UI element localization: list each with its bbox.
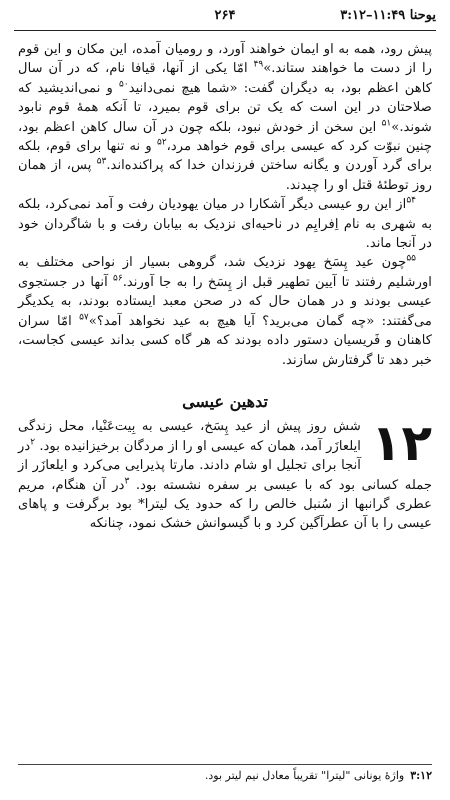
para1-rest4: و نه تنها برای قوم، بلکه برای گرد آوردن و یگانه ساختن فرزندان خدا که پراکنده‌اند. (18, 139, 432, 174)
paragraph-3 (18, 253, 432, 369)
para1-rest5: پس، از همان روز توطئهٔ قتل او را چیدند. (18, 158, 432, 193)
para1-rest3: این سخن از خودش نبود، بلکه چون در آن سال کاهن اعظم بود، چنین نبوّت کرد که عیسی برای قوم خواهد مرد، (18, 119, 432, 155)
verse-3-text: در آن هنگام، مریم عطری گرانبها از سُنبل خالص را که حدود یک لیترا* بود برگرفت و پاهای عیسی را با آن عطرآگین کرد و با گیسوانش خشک نمود، چنانکه (18, 477, 432, 532)
footnote-rule (18, 764, 432, 765)
paragraph-1 (18, 40, 432, 195)
chapter-number: ۱۲ (370, 414, 432, 473)
verse-55: ۵۵ (406, 254, 416, 265)
page-body (18, 40, 432, 534)
verse-1-text: شش روز پیش از عید پِسَخ، عیسی به بِیت‌عَنْیا، محل زندگی ایلعازَر آمد، همان که عیسی او را از مردگان برخیزانیده بود. (18, 419, 361, 454)
para3-text: چون عید پِسَخ یهود نزدیک شد، گروهی بسیار از نواحی مختلف به اورشلیم رفتند تا آیین تطهیر قبل از پِسَخ را به جا آورند. (18, 255, 432, 290)
para1-line1: پیش رود، همه به او ایمان خواهند آورد، و رومیان آمده، این (109, 42, 432, 57)
verse-3: ۳ (124, 476, 130, 487)
para3-rest: آنها در جستجوی عیسی بودند و در همان حال که در صحن معبد ایستاده بودند، به یکدیگر می‌گفتند: «چه گمان می‌برید؟ آیا هیچ به عید نخواهد آمد؟» (18, 274, 432, 329)
page-header (14, 0, 436, 30)
verse-52: ۵۲ (157, 137, 167, 148)
para2-text: از این رو عیسی دیگر آشکارا در میان یهودیان رفت و آمد نمی‌کرد، بلکه به شهری به نام اِفرایِم در ناحیه‌ای نزدیک به بیابان رفت و با شاگردان خود در آنجا ماند. (18, 197, 432, 252)
page-number: ۲۶۴ (214, 7, 236, 23)
verse-2-text: در آنجا برای تجلیل او شام دادند. مارتا پذیرایی می‌کرد و ایلعازَر از جمله کسانی بود که با عیسی بر سفره نشسته بود. (18, 438, 433, 493)
chapter-12 (18, 414, 433, 533)
para1-rest: امّا یکی از آنها، قیافا نام، که در آن سال کاهن اعظم بود، به دیگران گفت: «شما هیچ نمی‌دانید (18, 61, 433, 96)
para3-rest2: امّا سران کاهنان و فَریسیان دستور داده بودند که هر گاه کسی بداند عیسی کجاست، خبر دهد تا گرفتارش سازند. (18, 313, 432, 368)
para1-rest2: و نمی‌اندیشید که صلاحتان در این است که یک تن برای قوم بمیرد، تا آنکه همهٔ قوم نابود شوند.» (18, 80, 432, 135)
verse-2: ۲ (30, 437, 36, 448)
running-title: یوحنا ۱۱:۴۹–۳:۱۲ (340, 7, 436, 23)
verse-51: ۵۱ (381, 118, 392, 129)
verse-50: ۵۰ (119, 79, 129, 90)
footnote (18, 768, 432, 784)
verse-53: ۵۳ (96, 157, 107, 168)
para1-line2: مکان و این قوم را از دست ما خواهند ستاند.» (18, 42, 432, 77)
section-title: تدهین عیسی (182, 391, 268, 411)
footnote-ref: ۳:۱۲ (410, 769, 432, 782)
paragraph-2 (18, 195, 432, 253)
verse-54: ۵۴ (406, 195, 416, 206)
verse-57: ۵۷ (79, 312, 89, 323)
header-rule (14, 30, 436, 31)
chapter-paragraph (18, 414, 433, 533)
verse-56: ۵۶ (113, 273, 123, 284)
verse-49: ۴۹ (253, 60, 264, 71)
footnote-text: واژهٔ یونانی "لیترا" تقریباً معادل نیم لیتر بود. (204, 769, 405, 782)
